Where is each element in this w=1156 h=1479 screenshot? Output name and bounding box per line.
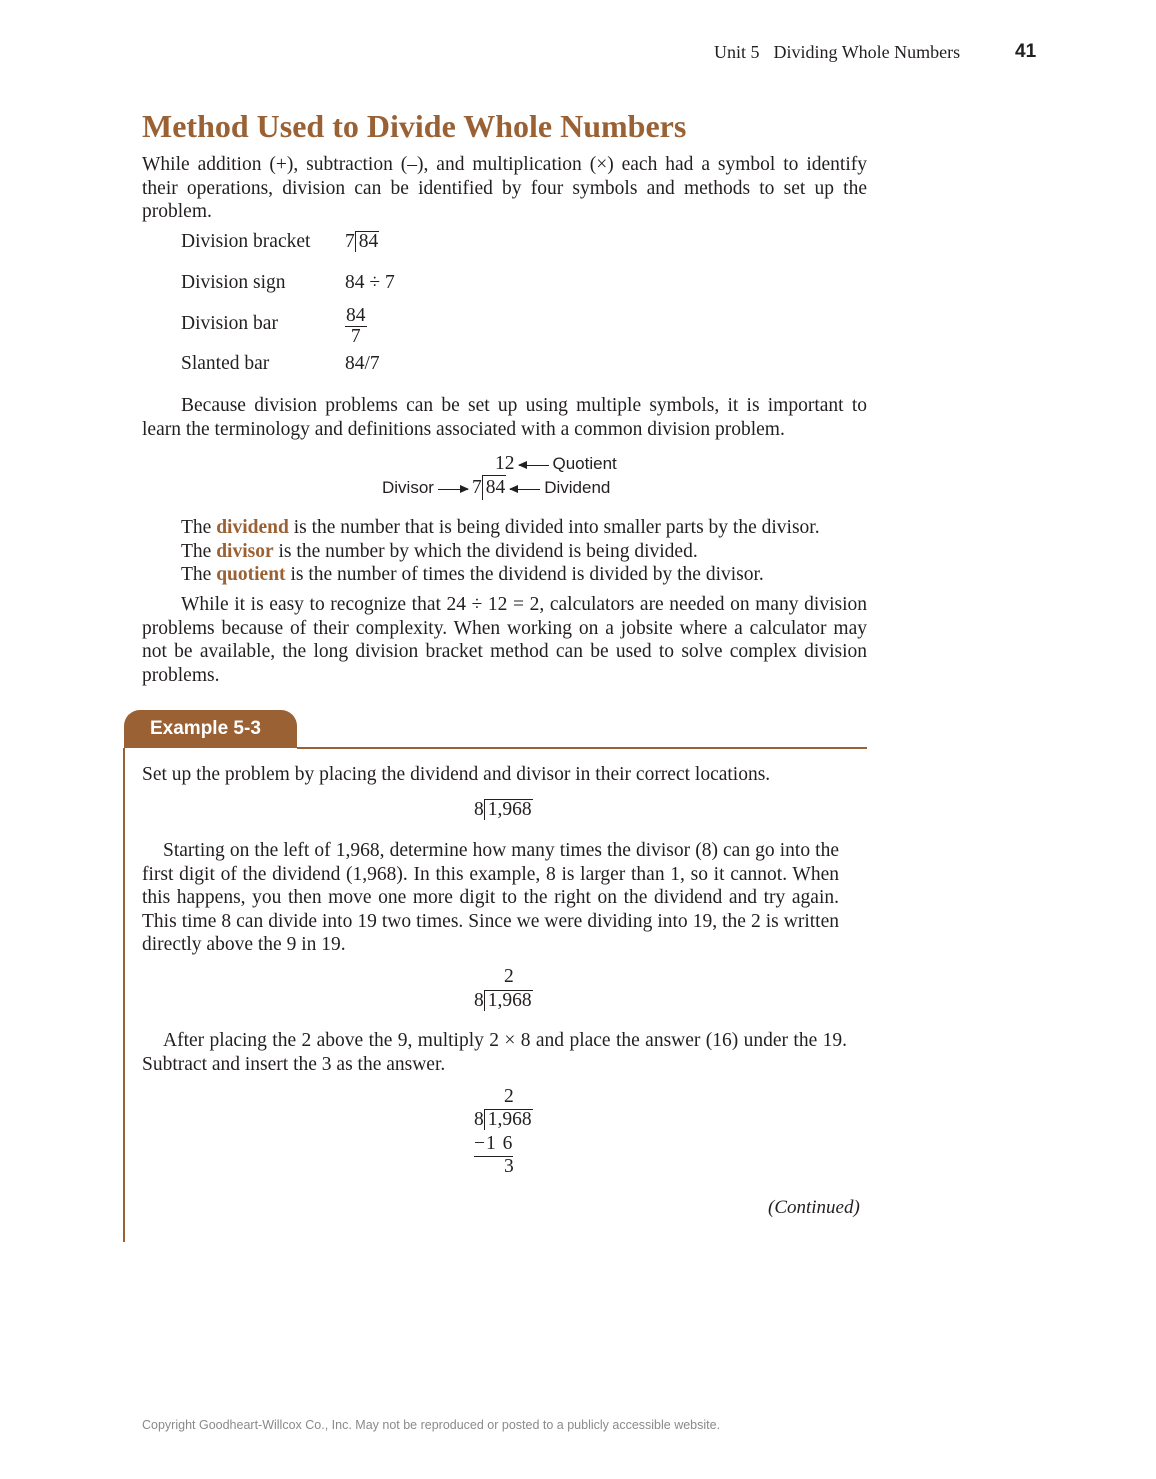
definition-quotient [181, 563, 881, 587]
arrow-left-icon [510, 489, 540, 490]
section-title: Method Used to Divide Whole Numbers [142, 108, 687, 144]
divisor-label: Divisor [382, 478, 434, 497]
quotient-label: Quotient [552, 454, 617, 473]
intro-paragraph: While addition (+), subtraction (–), and multiplication (×) each had a symbol to identify their operations, division can be identified by four symbols and methods to set up the problem. [142, 154, 867, 222]
slanted-bar-example: 84/7 [345, 353, 380, 374]
quotient-value: 12 [495, 453, 515, 474]
method-label: Division sign [181, 272, 286, 293]
unit-label: Unit 5 [714, 42, 760, 62]
divisor: 8 [474, 990, 484, 1011]
divisor: 8 [474, 799, 484, 820]
division-sign-example: 84 ÷ 7 [345, 272, 395, 293]
example-label: Example 5-3 [150, 718, 261, 739]
quotient-digit: 2 [504, 966, 514, 987]
continued-note: (Continued) [768, 1197, 860, 1218]
calculator-paragraph: While it is easy to recognize that 24 ÷ 12 = 2, calculators are needed on many division problems because of their complexity. When working on a jobsite where a calculator may not be available, the long division bracket method can be used to solve complex division problems. [142, 594, 867, 686]
divisor: 7 [345, 231, 355, 252]
term-dividend: dividend [216, 517, 289, 538]
dividend: 84 [355, 231, 380, 252]
definition-dividend [181, 516, 881, 540]
definition-divisor [181, 540, 881, 564]
example-step-2: Starting on the left of 1,968, determine how many times the divisor (8) can go into the first digit of the dividend (1,968). In this example, 8 is larger than 1, so it cannot. When this happens, you then move one more digit to the right on the dividend and try again. This time 8 can divide into 19 two times. Since we were dividing into 19, the 2 is written directly above the 9 in 19. [142, 840, 839, 955]
example-step-1: Set up the problem by placing the dividend and divisor in their correct locations. [142, 764, 771, 785]
running-header [714, 42, 974, 63]
example-step-3: After placing the 2 above the 9, multiply 2 × 8 and place the answer (16) under the 19. Subtract and insert the 3 as the answer. [142, 1030, 847, 1075]
dividend-value: 84 [482, 475, 507, 500]
copyright-footer: Copyright Goodheart-Willcox Co., Inc. May not be reproduced or posted to a publicly accessible website. [142, 1418, 721, 1432]
example-tab [124, 710, 297, 748]
term-divisor: divisor [216, 540, 274, 562]
divisor-value: 7 [471, 477, 482, 498]
dividend: 1,968 [484, 1109, 533, 1130]
def-text: The [181, 540, 217, 562]
def-text: The [181, 517, 217, 538]
def-text: is the number by which the dividend is being divided. [273, 540, 698, 562]
division-bar-example [345, 305, 367, 347]
def-text: is the number that is being divided into smaller parts by the divisor. [288, 517, 820, 538]
dividend: 1,968 [484, 990, 533, 1011]
term-quotient: quotient [216, 564, 286, 585]
definitions [181, 516, 881, 587]
example-rule [297, 747, 867, 749]
remainder: 3 [504, 1156, 514, 1177]
divisor: 8 [474, 1109, 484, 1130]
long-division-step-3 [474, 1108, 533, 1132]
long-division-step-2 [474, 989, 533, 1013]
denominator: 7 [350, 326, 361, 347]
def-text: is the number of times the dividend is divided by the divisor. [285, 564, 764, 585]
dividend-label: Dividend [544, 478, 611, 497]
method-label: Slanted bar [181, 353, 270, 374]
dividend: 1,968 [484, 799, 533, 820]
arrow-right-icon [438, 489, 468, 490]
long-division-setup [474, 798, 533, 822]
chapter-title: Dividing Whole Numbers [773, 42, 961, 62]
example-border [123, 748, 125, 1242]
quotient-digit: 2 [504, 1086, 514, 1107]
arrow-left-icon [519, 465, 549, 466]
page-number: 41 [1015, 41, 1037, 62]
subtraction-line: −1 6 [474, 1132, 513, 1157]
terminology-paragraph: Because division problems can be set up using multiple symbols, it is important to learn the terminology and definitions associated with a common division problem. [142, 395, 867, 440]
method-label: Division bar [181, 313, 278, 334]
numerator: 84 [346, 305, 366, 326]
division-bracket-example [345, 231, 379, 253]
def-text: The [181, 564, 217, 585]
method-label: Division bracket [181, 231, 311, 252]
